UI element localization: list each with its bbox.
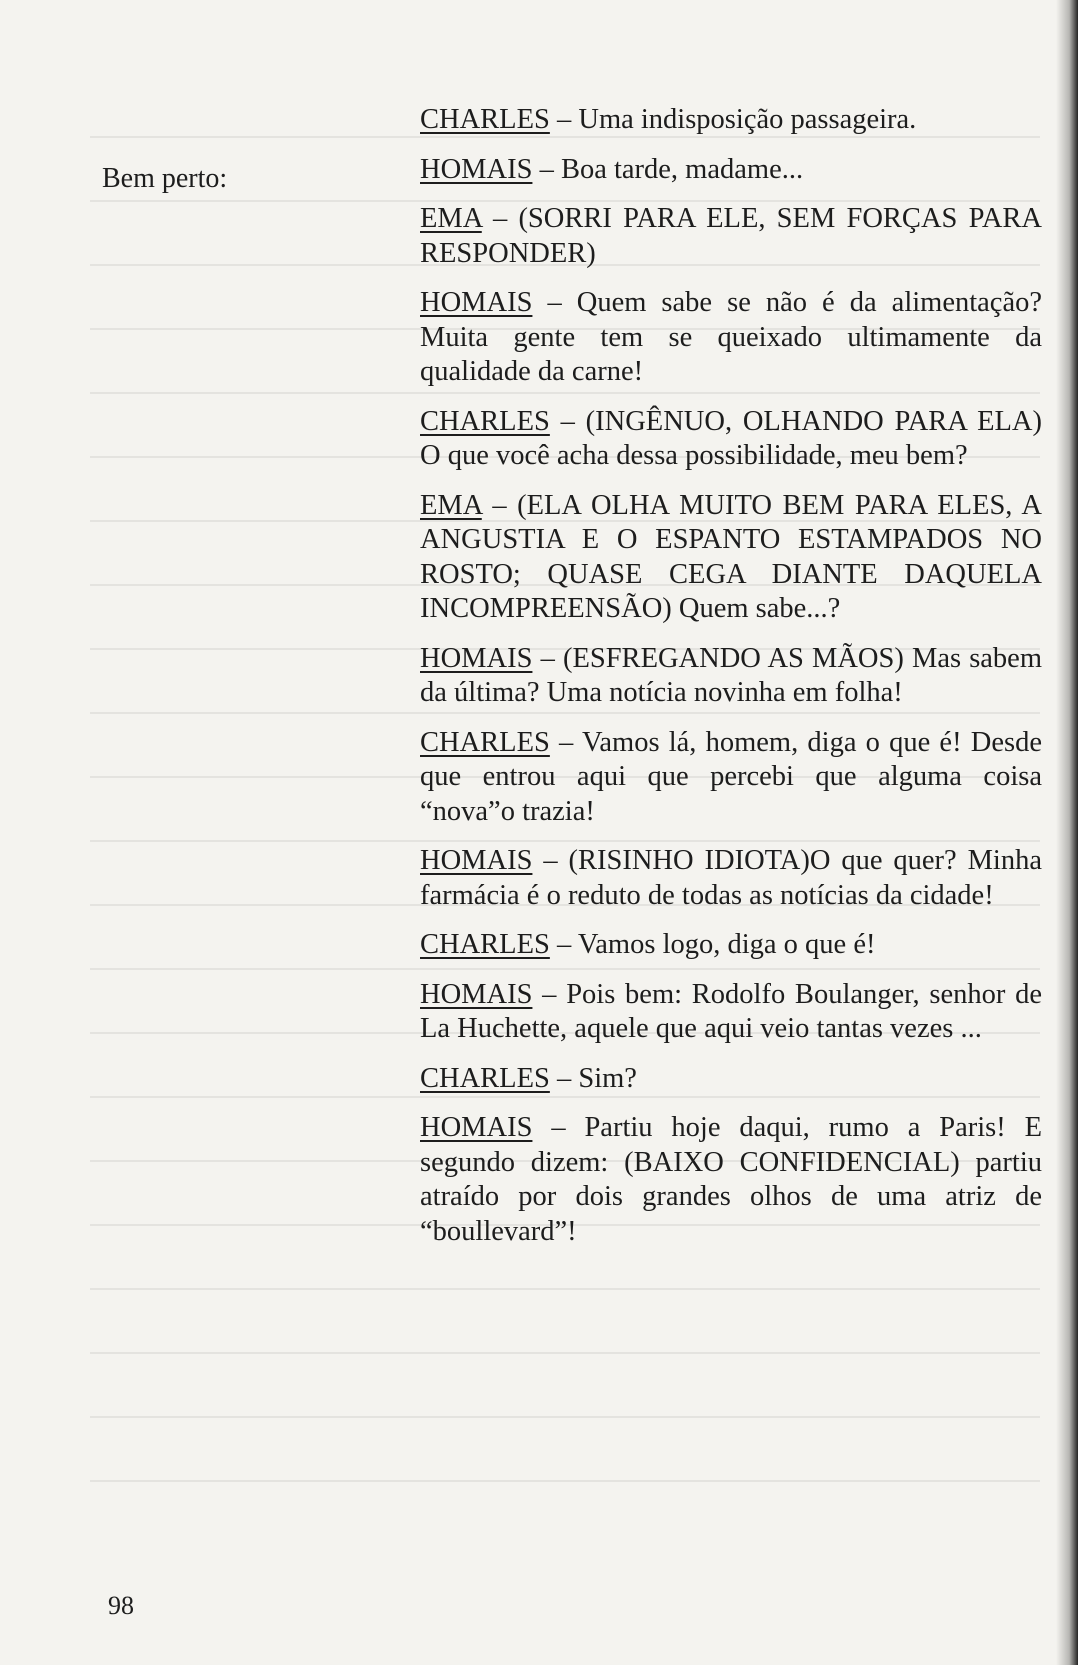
speaker-name: HOMAIS (420, 153, 533, 185)
speaker-name: CHARLES (420, 405, 550, 437)
dialogue-text: (INGÊNUO, OLHANDO PARA ELA) O que você acha dessa possibilidade, meu bem? (420, 405, 1042, 471)
speaker-name: EMA (420, 489, 482, 521)
dialogue-text: Pois bem: Rodolfo Boulanger, senhor de La Huchette, aquele que aqui veio tantas vezes ... (420, 978, 1043, 1044)
speaker-name: CHARLES (420, 104, 550, 135)
speaker-name: CHARLES (420, 726, 550, 758)
dialogue-text: Sim? (578, 1062, 637, 1094)
book-spine-shadow (1056, 0, 1078, 1665)
dialogue-text: (ELA OLHA MUITO BEM PARA ELES, A ANGUSTIA E O ESPANTO ESTAMPADOS NO ROSTO; QUASE CEGA DIANTE DAQUELA INCOMPREENSÃO) Quem sabe...? (420, 489, 1042, 624)
dialogue-text: Vamos lá, homem, diga o que é! Desde que entrou aqui que percebi que alguma coisa “nova”o trazia! (420, 726, 1042, 827)
speaker-name: HOMAIS (420, 978, 533, 1010)
dialogue-line (420, 928, 1042, 963)
stage-margin-note: Bem perto: (102, 163, 228, 194)
speaker-separator: – (549, 1062, 579, 1094)
dialogue-text: Quem sabe se não é da alimentação? Muita gente tem se queixado ultimamente da qualidade da carne! (420, 287, 1042, 387)
speaker-separator: – (532, 978, 567, 1010)
dialogue-text: Boa tarde, madame... (560, 153, 804, 185)
speaker-separator: – (549, 104, 579, 135)
speaker-name: CHARLES (420, 929, 550, 960)
speaker-name: CHARLES (420, 1062, 550, 1094)
dialogue-line (420, 202, 1042, 271)
dialogue-line (420, 844, 1042, 913)
speaker-separator: – (549, 929, 578, 960)
dialogue-text: Partiu hoje daqui, rumo a Paris! E segundo dizem: (BAIXO CONFIDENCIAL) partiu atraído por dois grandes olhos de uma atriz de “boullevard”! (420, 1112, 1043, 1247)
dialogue-line (420, 642, 1042, 711)
dialogue-line (420, 489, 1042, 627)
dialogue-line (420, 978, 1042, 1047)
speaker-separator: – (532, 845, 569, 876)
speaker-separator: – (549, 405, 586, 437)
dialogue-text: (SORRI PARA ELE, SEM FORÇAS PARA RESPONDER) (420, 203, 1042, 269)
speaker-name: HOMAIS (420, 1112, 533, 1143)
dialogue-text: (ESFREGANDO AS MÃOS) Mas sabem da última? Uma notícia novinha em folha! (420, 642, 1042, 708)
speaker-separator: – (532, 153, 561, 185)
speaker-separator: – (549, 726, 582, 758)
page-number: 98 (108, 1591, 134, 1620)
dialogue-line (420, 286, 1042, 390)
speaker-name: HOMAIS (420, 287, 533, 318)
dialogue-line (420, 726, 1042, 830)
speaker-separator: – (532, 1112, 585, 1143)
dialogue-line (420, 153, 1042, 188)
speaker-separator: – (532, 642, 563, 674)
dialogue-text: (RISINHO IDIOTA)O que quer? Minha farmácia é o reduto de todas as notícias da cidade! (420, 845, 1043, 911)
speaker-separator: – (481, 203, 519, 234)
dialogue-text: Vamos logo, diga o que é! (577, 929, 876, 960)
dialogue-line (420, 1111, 1042, 1249)
speaker-separator: – (532, 287, 577, 318)
dialogue-line (420, 405, 1042, 474)
speaker-name: HOMAIS (420, 642, 533, 674)
dialogue-text: Uma indisposição passageira. (578, 104, 917, 135)
speaker-separator: – (481, 489, 518, 521)
speaker-name: EMA (420, 203, 482, 234)
speaker-name: HOMAIS (420, 845, 533, 876)
dialogue-line (420, 103, 1042, 138)
dialogue-column (420, 103, 1042, 1264)
dialogue-line (420, 1062, 1042, 1097)
